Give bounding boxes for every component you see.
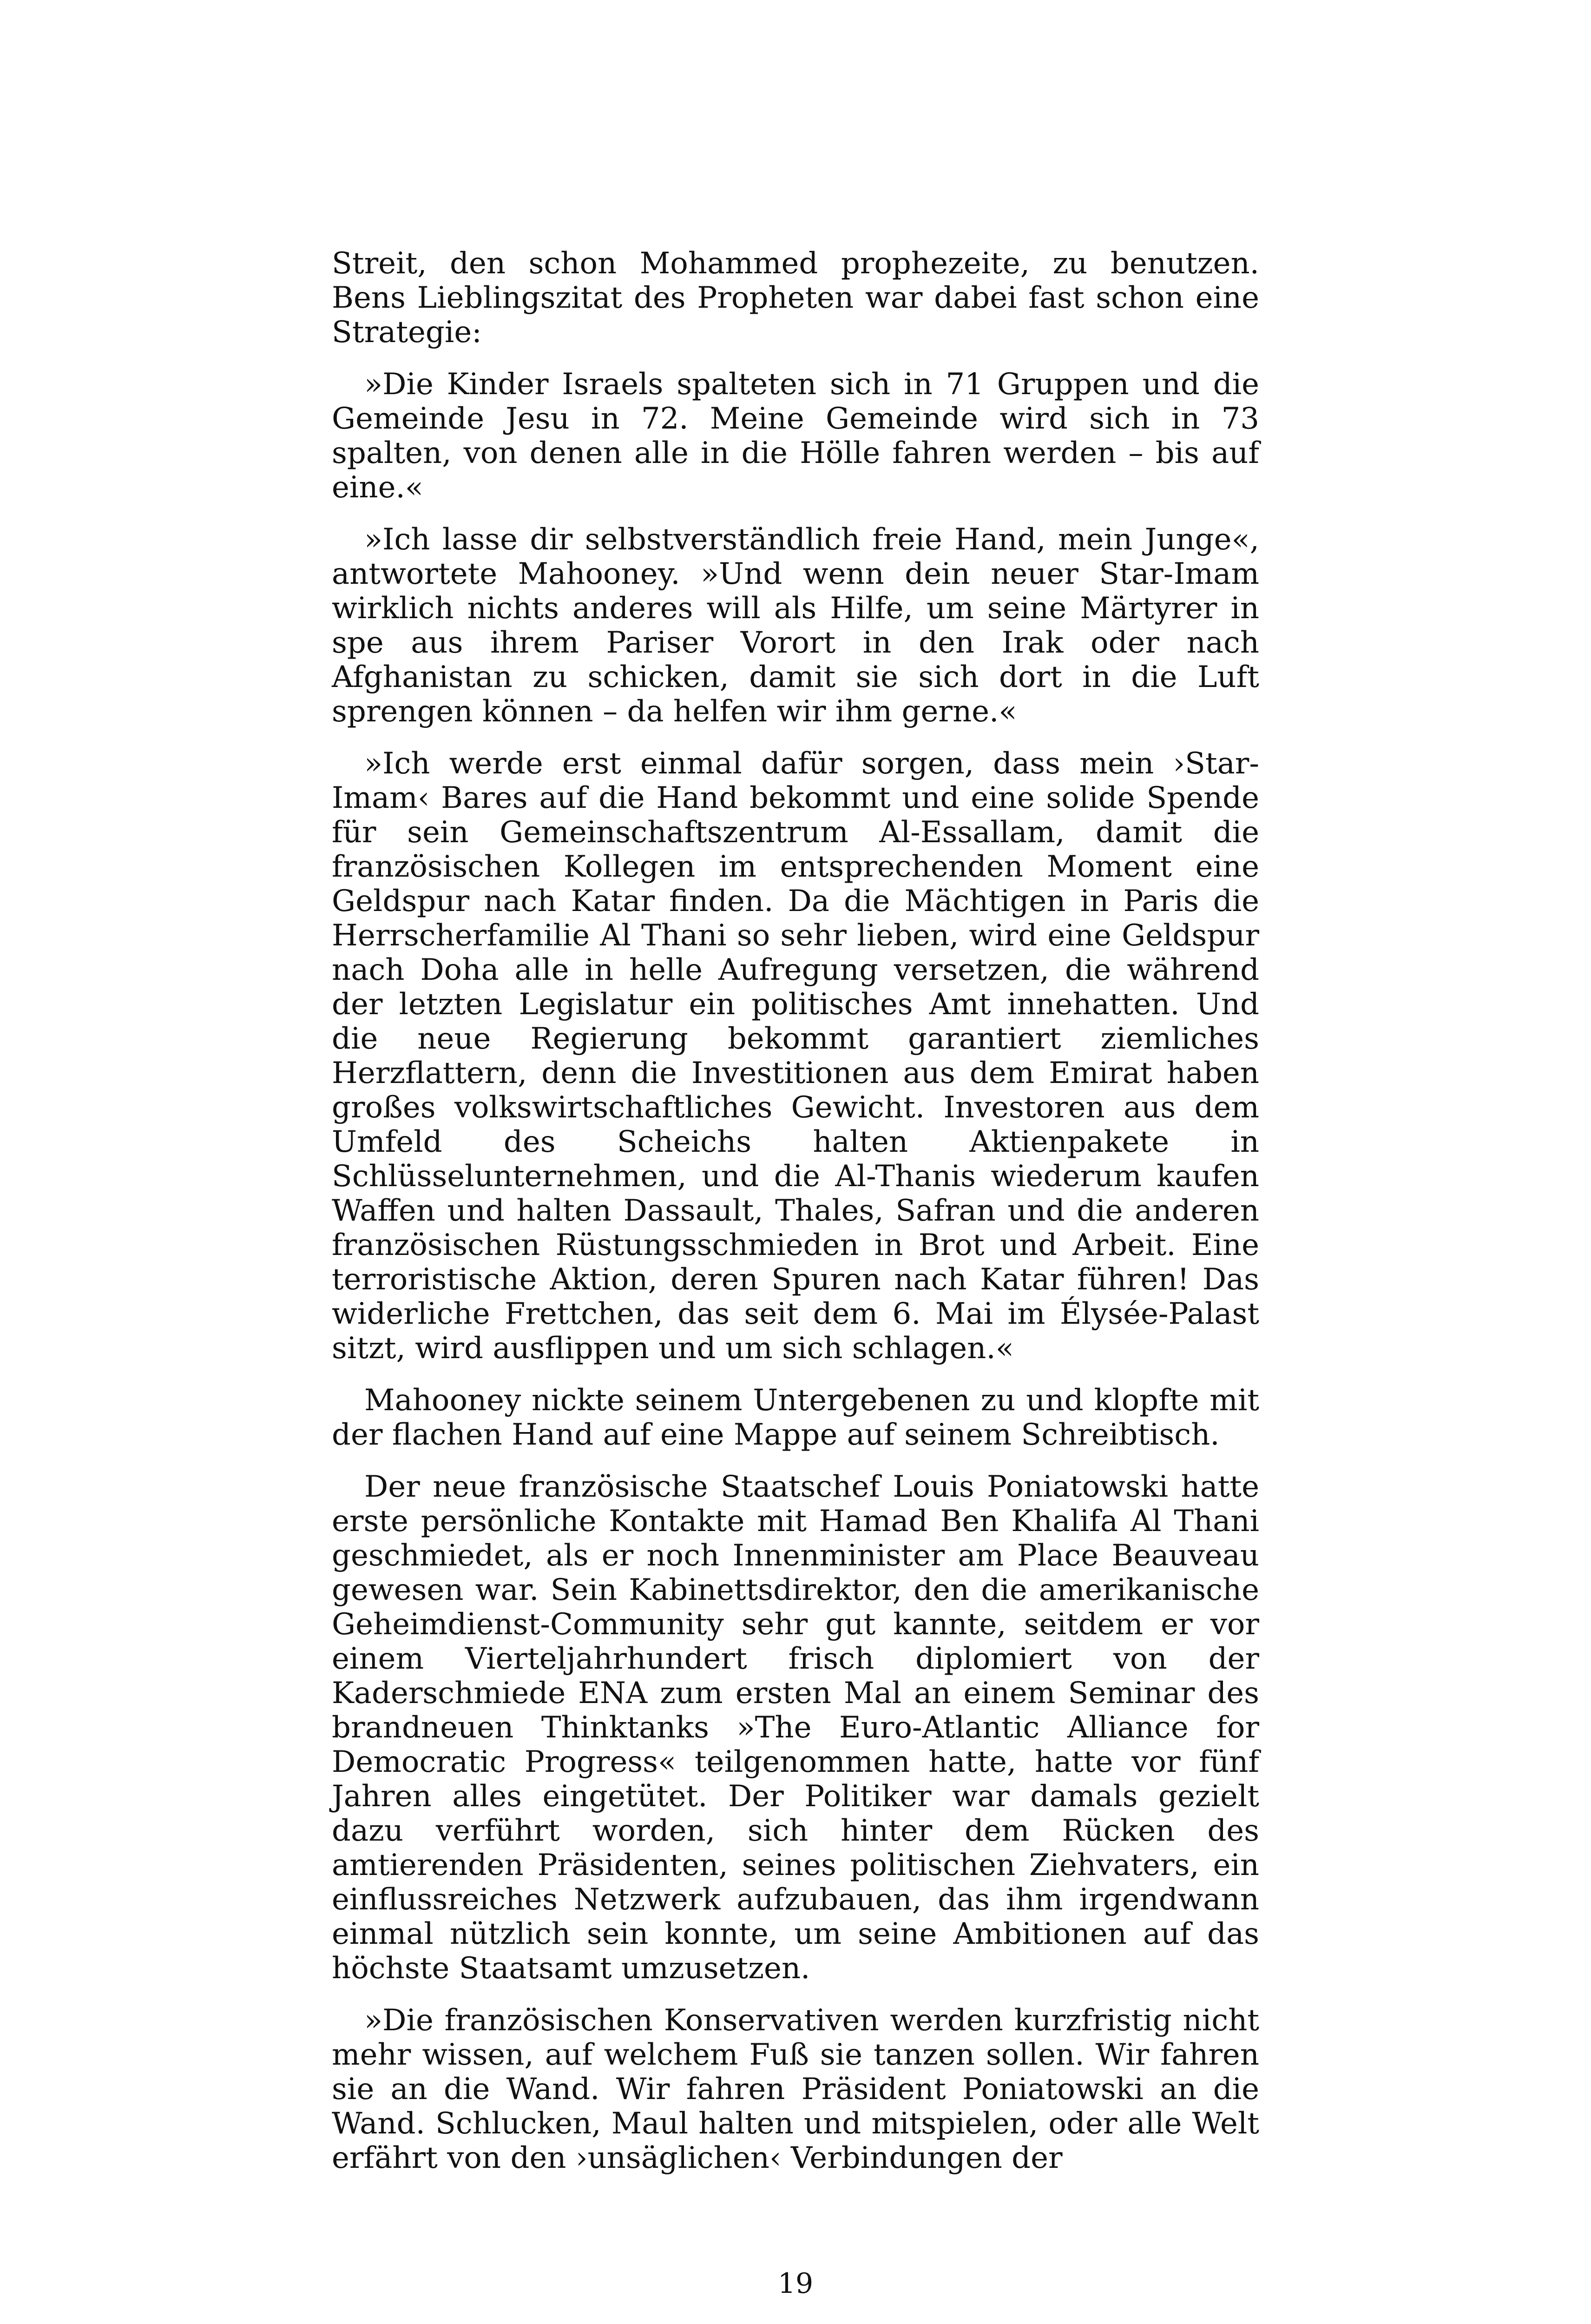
paragraph-3: »Ich lasse dir selbstverständlich freie Hand, mein Junge«, antwortete Mahooney. »Und wenn dein neuer Star-Imam wirklich nichts anderes will als Hilfe, um seine Märtyrer in spe aus ihrem Pariser Vorort in den Irak oder nach Afghanistan zu schicken, damit sie sich dort in die Luft sprengen können – da helfen wir ihm gerne.« [332, 522, 1259, 729]
body-text [332, 246, 1259, 2193]
paragraph-2: »Die Kinder Israels spalteten sich in 71 Gruppen und die Gemeinde Jesu in 72. Meine Gemeinde wird sich in 73 spalten, von denen alle in die Hölle fahren werden – bis auf eine.« [332, 367, 1259, 505]
paragraph-5: Mahooney nickte seinem Untergebenen zu und klopfte mit der flachen Hand auf eine Mappe auf seinem Schreibtisch. [332, 1383, 1259, 1452]
paragraph-1: Streit, den schon Mohammed prophezeite, zu benutzen. Bens Lieblingszitat des Propheten war dabei fast schon eine Strategie: [332, 246, 1259, 350]
paragraph-6: Der neue französische Staatschef Louis Poniatowski hatte erste persönliche Kontakte mit Hamad Ben Khalifa Al Thani geschmiedet, als er noch Innenminister am Place Beauveau gewesen war. Sein Kabinettsdirektor, den die amerikanische Geheimdienst-Community sehr gut kannte, seitdem er vor einem Vierteljahrhundert frisch diplomiert von der Kaderschmiede ENA zum ersten Mal an einem Seminar des brandneuen Thinktanks »The Euro-Atlantic Alliance for Democratic Progress« teilgenommen hatte, hatte vor fünf Jahren alles eingetütet. Der Politiker war damals gezielt dazu verführt worden, sich hinter dem Rücken des amtierenden Präsidenten, seines politischen Ziehvaters, ein einflussreiches Netzwerk aufzubauen, das ihm irgendwann einmal nützlich sein konnte, um seine Ambitionen auf das höchste Staatsamt umzusetzen. [332, 1470, 1259, 1986]
page-number: 19 [777, 2267, 814, 2300]
paragraph-4: »Ich werde erst einmal dafür sorgen, dass mein ›Star-Imam‹ Bares auf die Hand bekommt und eine solide Spende für sein Gemeinschaftszentrum Al-Essallam, damit die französischen Kollegen im entsprechenden Moment eine Geldspur nach Katar finden. Da die Mächtigen in Paris die Herrscherfamilie Al Thani so sehr lieben, wird eine Geldspur nach Doha alle in helle Aufregung versetzen, die während der letzten Legislatur ein politisches Amt innehatten. Und die neue Regierung bekommt garantiert ziemliches Herzflattern, denn die Investitionen aus dem Emirat haben großes volkswirtschaftliches Gewicht. Investoren aus dem Umfeld des Scheichs halten Aktienpakete in Schlüsselunternehmen, und die Al-Thanis wiederum kaufen Waffen und halten Dassault, Thales, Safran und die anderen französischen Rüstungsschmieden in Brot und Arbeit. Eine terroristische Aktion, deren Spuren nach Katar führen! Das widerliche Frettchen, das seit dem 6. Mai im Élysée-Palast sitzt, wird ausflippen und um sich schlagen.« [332, 746, 1259, 1366]
paragraph-7: »Die französischen Konservativen werden kurzfristig nicht mehr wissen, auf welchem Fuß sie tanzen sollen. Wir fahren sie an die Wand. Wir fahren Präsident Poniatowski an die Wand. Schlucken, Maul halten und mitspielen, oder alle Welt erfährt von den ›unsäglichen‹ Verbindungen der [332, 2003, 1259, 2175]
